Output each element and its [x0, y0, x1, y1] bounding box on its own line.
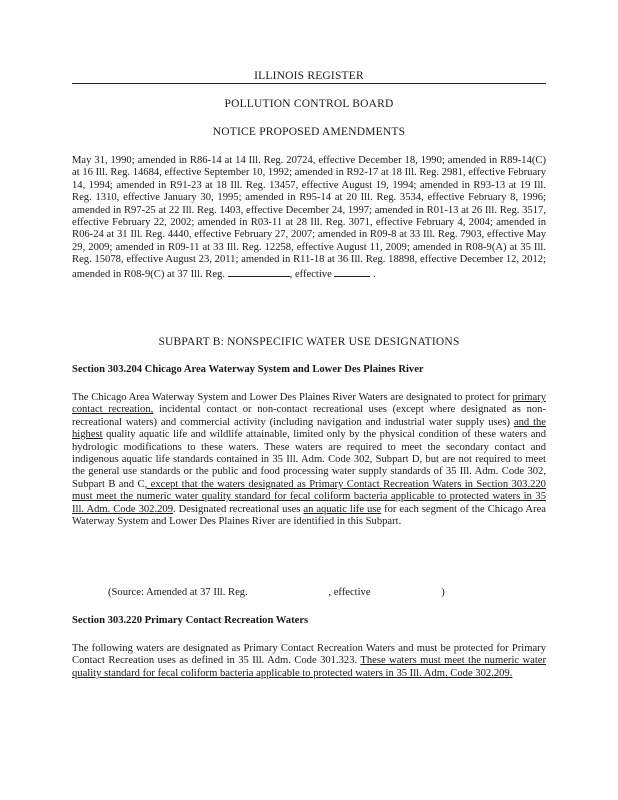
- effective-blank: [334, 267, 370, 277]
- register-title: ILLINOIS REGISTER: [254, 70, 364, 82]
- source-close: ): [441, 587, 445, 598]
- section-220-heading: Section 303.220 Primary Contact Recreation Waters: [72, 615, 309, 626]
- s220-text-1: The following waters are designated as Primary Contact Recreation Waters and must be protected for Primary Contact Recreation uses as defined in 35 Ill. Adm. Code 301.323.: [72, 643, 546, 667]
- s204-insert-3: , except that the waters designated as Primary Contact Recreation Waters in Section 303.220 must meet the numeric water quality standard for fecal coliform bacteria applicable to protected waters in 35 Ill. Adm. Code 302.209: [72, 478, 546, 515]
- s204-insert-2: and the highest: [72, 416, 547, 441]
- source-effective: , effective: [328, 587, 371, 598]
- subpart-title: SUBPART B: NONSPECIFIC WATER USE DESIGNATIONS: [158, 336, 460, 348]
- history-paragraph: May 31, 1990; amended in R86-14 at 14 Ill. Reg. 20724, effective December 18, 1990; amended in R89-14(C) at 16 Ill. Reg. 14684, effective September 10, 1992; amended in R92-17 at 18 Ill. Reg. 2981, effective February 14, 1994; amended in R91-23 at 18 Ill. Reg. 13457, effective August 19, 1994; amended in R93-13 at 19 Ill. Reg. 1310, effective January 30, 1995; amended in R95-14 at 20 Ill. Reg. 3534, effective February 8, 1996; amended in R97-25 at 22 Ill. Reg. 1403, effective December 24, 1997; amended in R01-13 at 26 Ill. Reg. 3517, effective February 22, 2002; amended in R03-11 at 28 Ill. Reg. 3071, effective February 4, 2004; amended in R06-24 at 31 Ill. Reg. 4440, effective February 27, 2007; amended in R09-8 at 33 Ill. Reg. 7903, effective May 29, 2009; amended in R09-11 at 33 Ill. Reg. 12258, effective August 11, 2009; amended in R08-9(A) at 35 Ill. Reg. 15078, effective August 23, 2011; amended in R11-18 at 36 Ill. Reg. 18898, effective December 12, 2012; amended in R08-9(C) at 37 Ill. Reg. , effective .: [72, 155, 546, 280]
- s204-insert-4: an aquatic life use: [303, 503, 382, 515]
- section-204-body: [72, 392, 546, 528]
- s204-text-4: . Designated recreational uses: [173, 503, 304, 515]
- history-text: May 31, 1990; amended in R86-14 at 14 Ill. Reg. 20724, effective December 18, 1990; amended in R89-14(C) at 16 Ill. Reg. 14684, effective September 10, 1992; amended in R92-17 at 18 Ill. Reg. 2981, effective February 14, 1994; amended in R91-23 at 18 Ill. Reg. 13457, effective August 19, 1994; amended in R93-13 at 19 Ill. Reg. 1310, effective January 30, 1995; amended in R95-14 at 20 Ill. Reg. 3534, effective February 8, 1996; amended in R97-25 at 22 Ill. Reg. 1403, effective December 24, 1997; amended in R01-13 at 26 Ill. Reg. 3517, effective February 22, 2002; amended in R03-11 at 28 Ill. Reg. 3071, effective February 4, 2004; amended in R06-24 at 31 Ill. Reg. 4440, effective February 27, 2007; amended in R09-8 at 33 Ill. Reg. 7903, effective May 29, 2009; amended in R09-11 at 33 Ill. Reg. 12258, effective August 11, 2009; amended in R08-9(A) at 35 Ill. Reg. 15078, effective August 23, 2011; amended in R11-18 at 36 Ill. Reg. 18898, effective December 12, 2012; amended in R08-9(C) at 37 Ill. Reg.: [72, 155, 546, 280]
- s204-text-5: for each segment of the Chicago Area Waterway System and Lower Des Plaines River are identified in this Subpart.: [72, 503, 546, 528]
- section-204-heading: Section 303.204 Chicago Area Waterway System and Lower Des Plaines River: [72, 364, 424, 375]
- s204-text-2: incidental contact or non-contact recreational uses (except where designated as non-recreational waters) and commercial activity (including navigation and industrial water supply uses): [72, 404, 546, 428]
- source-note: [108, 587, 546, 599]
- reg-blank: [228, 267, 290, 277]
- notice-title: NOTICE PROPOSED AMENDMENTS: [212, 126, 406, 138]
- header-rule: [72, 83, 546, 84]
- s204-insert-1: primary contact recreation,: [72, 392, 546, 416]
- section-220-body: [72, 643, 546, 680]
- s220-insert-1: These waters must meet the numeric water quality standard for fecal coliform bacteria applicable to protected waters in 35 Ill. Adm. Code 302.209.: [72, 655, 547, 679]
- source-label: (Source: Amended at 37 Ill. Reg.: [108, 587, 248, 598]
- s204-text-3: quality aquatic life and wildlife attainable, limited only by the physical condition of these waters and hydrologic modifications to these waters. These waters are required to meet the secondary contact and indigenous aquatic life standards contained in 35 Ill. Adm. Code 302, Subpart D, but are not required to meet the general use standards or the public and food processing water supply standards of 35 Ill. Adm. Code 302, Subpart B and C: [72, 429, 546, 490]
- s204-text-1: The Chicago Area Waterway System and Lower Des Plaines River Waters are designated to protect for: [72, 392, 513, 403]
- history-effective: effective: [294, 268, 332, 280]
- board-title: POLLUTION CONTROL BOARD: [224, 98, 394, 110]
